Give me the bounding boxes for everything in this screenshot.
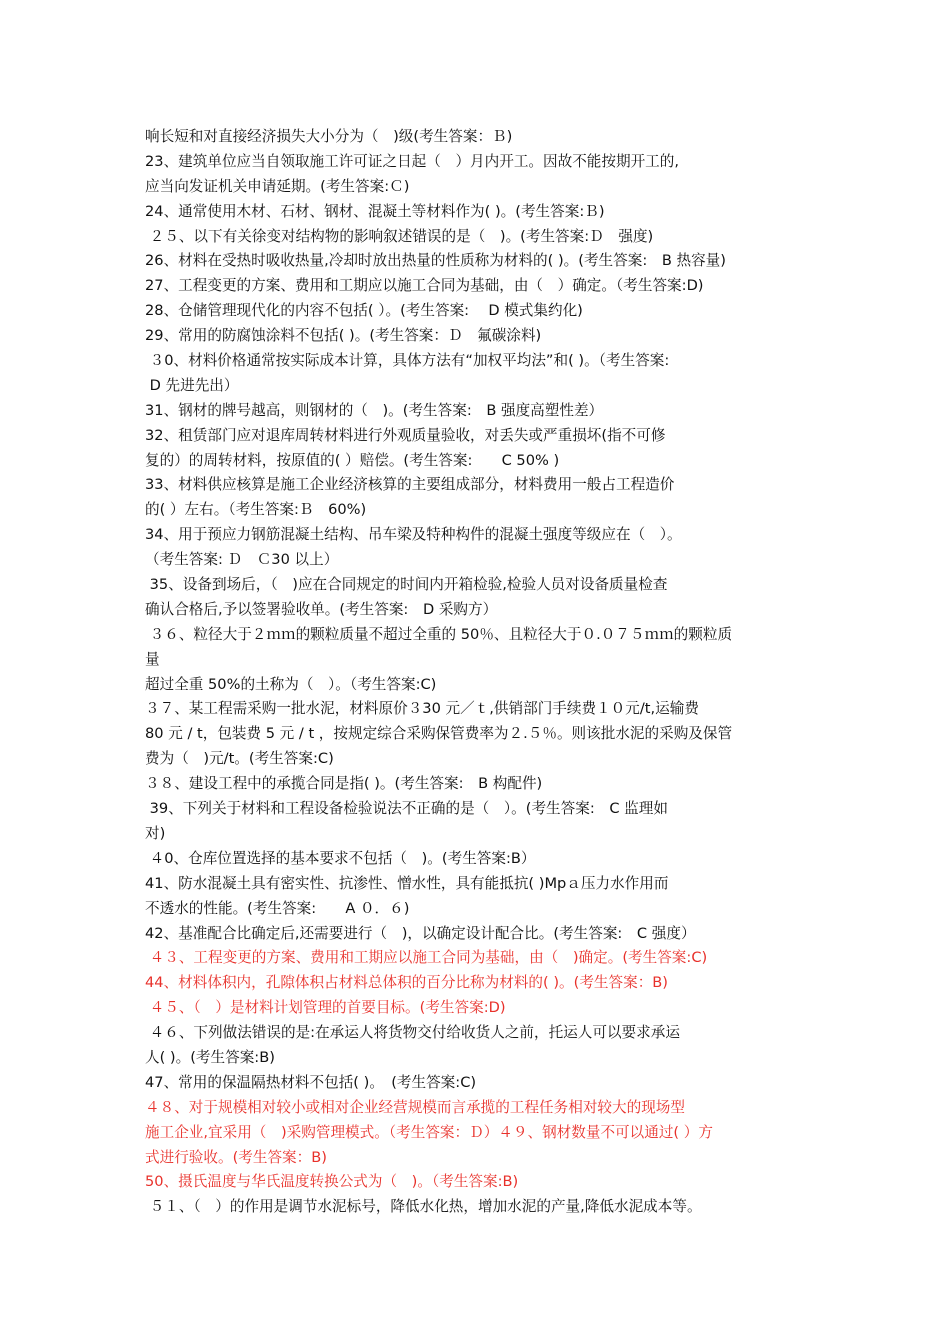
text-line: 式进行验收。(考生答案：B) <box>145 1148 327 1166</box>
text-line: ３７、某工程需采购一批水泥，材料原价３30 元／ｔ,供销部门手续费１０元/t,运输费 <box>145 700 699 718</box>
text-line: ３６、粒径大于２ｍｍ的颗粒质量不超过全重的 50％、且粒径大于０.０７５ｍｍ的颗粒质 <box>145 625 733 643</box>
text-line: 应当向发证机关申请延期。(考生答案:Ｃ) <box>145 177 410 195</box>
text-line: 35、设备到场后，（ )应在合同规定的时间内开箱检验,检验人员对设备质量检查 <box>145 576 668 594</box>
text-line: 44、材料体积内，孔隙体积占材料总体积的百分比称为材料的( )。(考生答案：B) <box>145 974 668 992</box>
text-line: 复的）的周转材料，按原值的( ）赔偿。(考生答案: C 50% ) <box>145 451 560 469</box>
text-line: 24、通常使用木材、石材、钢材、混凝土等材料作为( )。(考生答案:Ｂ) <box>145 202 605 220</box>
text-line: 50、摄氏温度与华氏温度转换公式为（ )。（考生答案:B) <box>145 1173 519 1191</box>
text-line: 23、建筑单位应当自领取施工许可证之日起（ ）月内开工。因故不能按期开工的, <box>145 152 679 170</box>
text-line: （考生答案: Ｄ Ｃ30 以上） <box>145 551 339 569</box>
text-line: 39、下列关于材料和工程设备检验说法不正确的是（ ）。(考生答案: C 监理如 <box>145 800 668 818</box>
text-line: 量 <box>145 650 160 668</box>
text-line: 26、材料在受热时吸收热量,冷却时放出热量的性质称为材料的( )。(考生答案: B 热容量) <box>145 252 726 270</box>
text-line: 80 元 / t，包装费 5 元 / t ，按规定综合采购保管费率为２.５％。则该批水泥的采购及保管 <box>145 725 733 743</box>
text-line: 响长短和对直接经济损失大小分为（ )级(考生答案：Ｂ) <box>145 128 513 145</box>
text-line: 确认合格后,予以签署验收单。(考生答案: D 采购方） <box>145 600 498 618</box>
text-line: 33、材料供应核算是施工企业经济核算的主要组成部分，材料费用一般占工程造价 <box>145 476 675 494</box>
text-line: ２５、以下有关徐变对结构物的影响叙述错误的是（ )。(考生答案:Ｄ 强度) <box>145 227 654 245</box>
text-line: 31、钢材的牌号越高，则钢材的（ )。(考生答案: B 强度高塑性差） <box>145 401 604 419</box>
text-line: ４３、工程变更的方案、费用和工期应以施工合同为基础，由（ )确定。(考生答案:C) <box>145 949 708 967</box>
text-line: 29、常用的防腐蚀涂料不包括( )。(考生答案：Ｄ 氟碳涂料) <box>145 327 542 345</box>
text-line: 41、防水混凝土具有密实性、抗渗性、憎水性，具有能抵抗( )Mpａ压力水作用而 <box>145 874 669 892</box>
text-line: 42、基准配合比确定后,还需要进行（ )，以确定设计配合比。(考生答案: C 强度） <box>145 924 696 942</box>
text-line: 不透水的性能。(考生答案: A ０．６) <box>145 899 410 917</box>
text-line: 超过全重 50%的土称为（ ）。（考生答案:C) <box>145 675 437 693</box>
text-line: ４８、对于规模相对较小或相对企业经营规模而言承揽的工程任务相对较大的现场型 <box>145 1098 685 1116</box>
text-line: 施工企业,宜采用（ )采购管理模式。（考生答案：Ｄ）４９、钢材数量不可以通过( ）方 <box>145 1123 713 1141</box>
text-line: 32、租赁部门应对退库周转材料进行外观质量验收，对丢失或严重损坏(指不可修 <box>145 426 666 444</box>
text-line: ３0、材料价格通常按实际成本计算，具体方法有“加权平均法”和( )。（考生答案: <box>145 352 670 370</box>
text-line: D 先进先出） <box>145 376 239 394</box>
text-line: 34、用于预应力钢筋混凝土结构、吊车梁及特种构件的混凝土强度等级应在（ ）。 <box>145 526 682 544</box>
text-line: ４0、仓库位置选择的基本要求不包括（ )。(考生答案:B） <box>145 849 536 867</box>
text-line: 费为（ )元/t。(考生答案:C) <box>145 750 334 768</box>
text-line: 27、工程变更的方案、费用和工期应以施工合同为基础，由（ ）确定。（考生答案:D) <box>145 277 704 295</box>
text-line: 47、常用的保温隔热材料不包括( )。 (考生答案:C) <box>145 1073 477 1091</box>
question-text-block <box>145 125 825 1220</box>
text-line: 28、仓储管理现代化的内容不包括( ）。(考生答案: D 模式集约化) <box>145 302 583 320</box>
text-line: ４６、下列做法错误的是:在承运人将货物交付给收货人之前，托运人可以要求承运 <box>145 1024 680 1042</box>
text-line: ４５、（ ）是材料计划管理的首要目标。(考生答案:D) <box>145 999 506 1017</box>
text-line: ５１、（ ）的作用是调节水泥标号，降低水化热，增加水泥的产量,降低水泥成本等。 <box>145 1198 702 1216</box>
text-line: ３８、建设工程中的承揽合同是指( )。(考生答案: B 构配件) <box>145 775 543 793</box>
text-line: 对) <box>145 824 166 842</box>
text-line: 的( ）左右。（考生答案:Ｂ 60%) <box>145 501 367 519</box>
text-line: 人( )。(考生答案:B) <box>145 1048 275 1066</box>
